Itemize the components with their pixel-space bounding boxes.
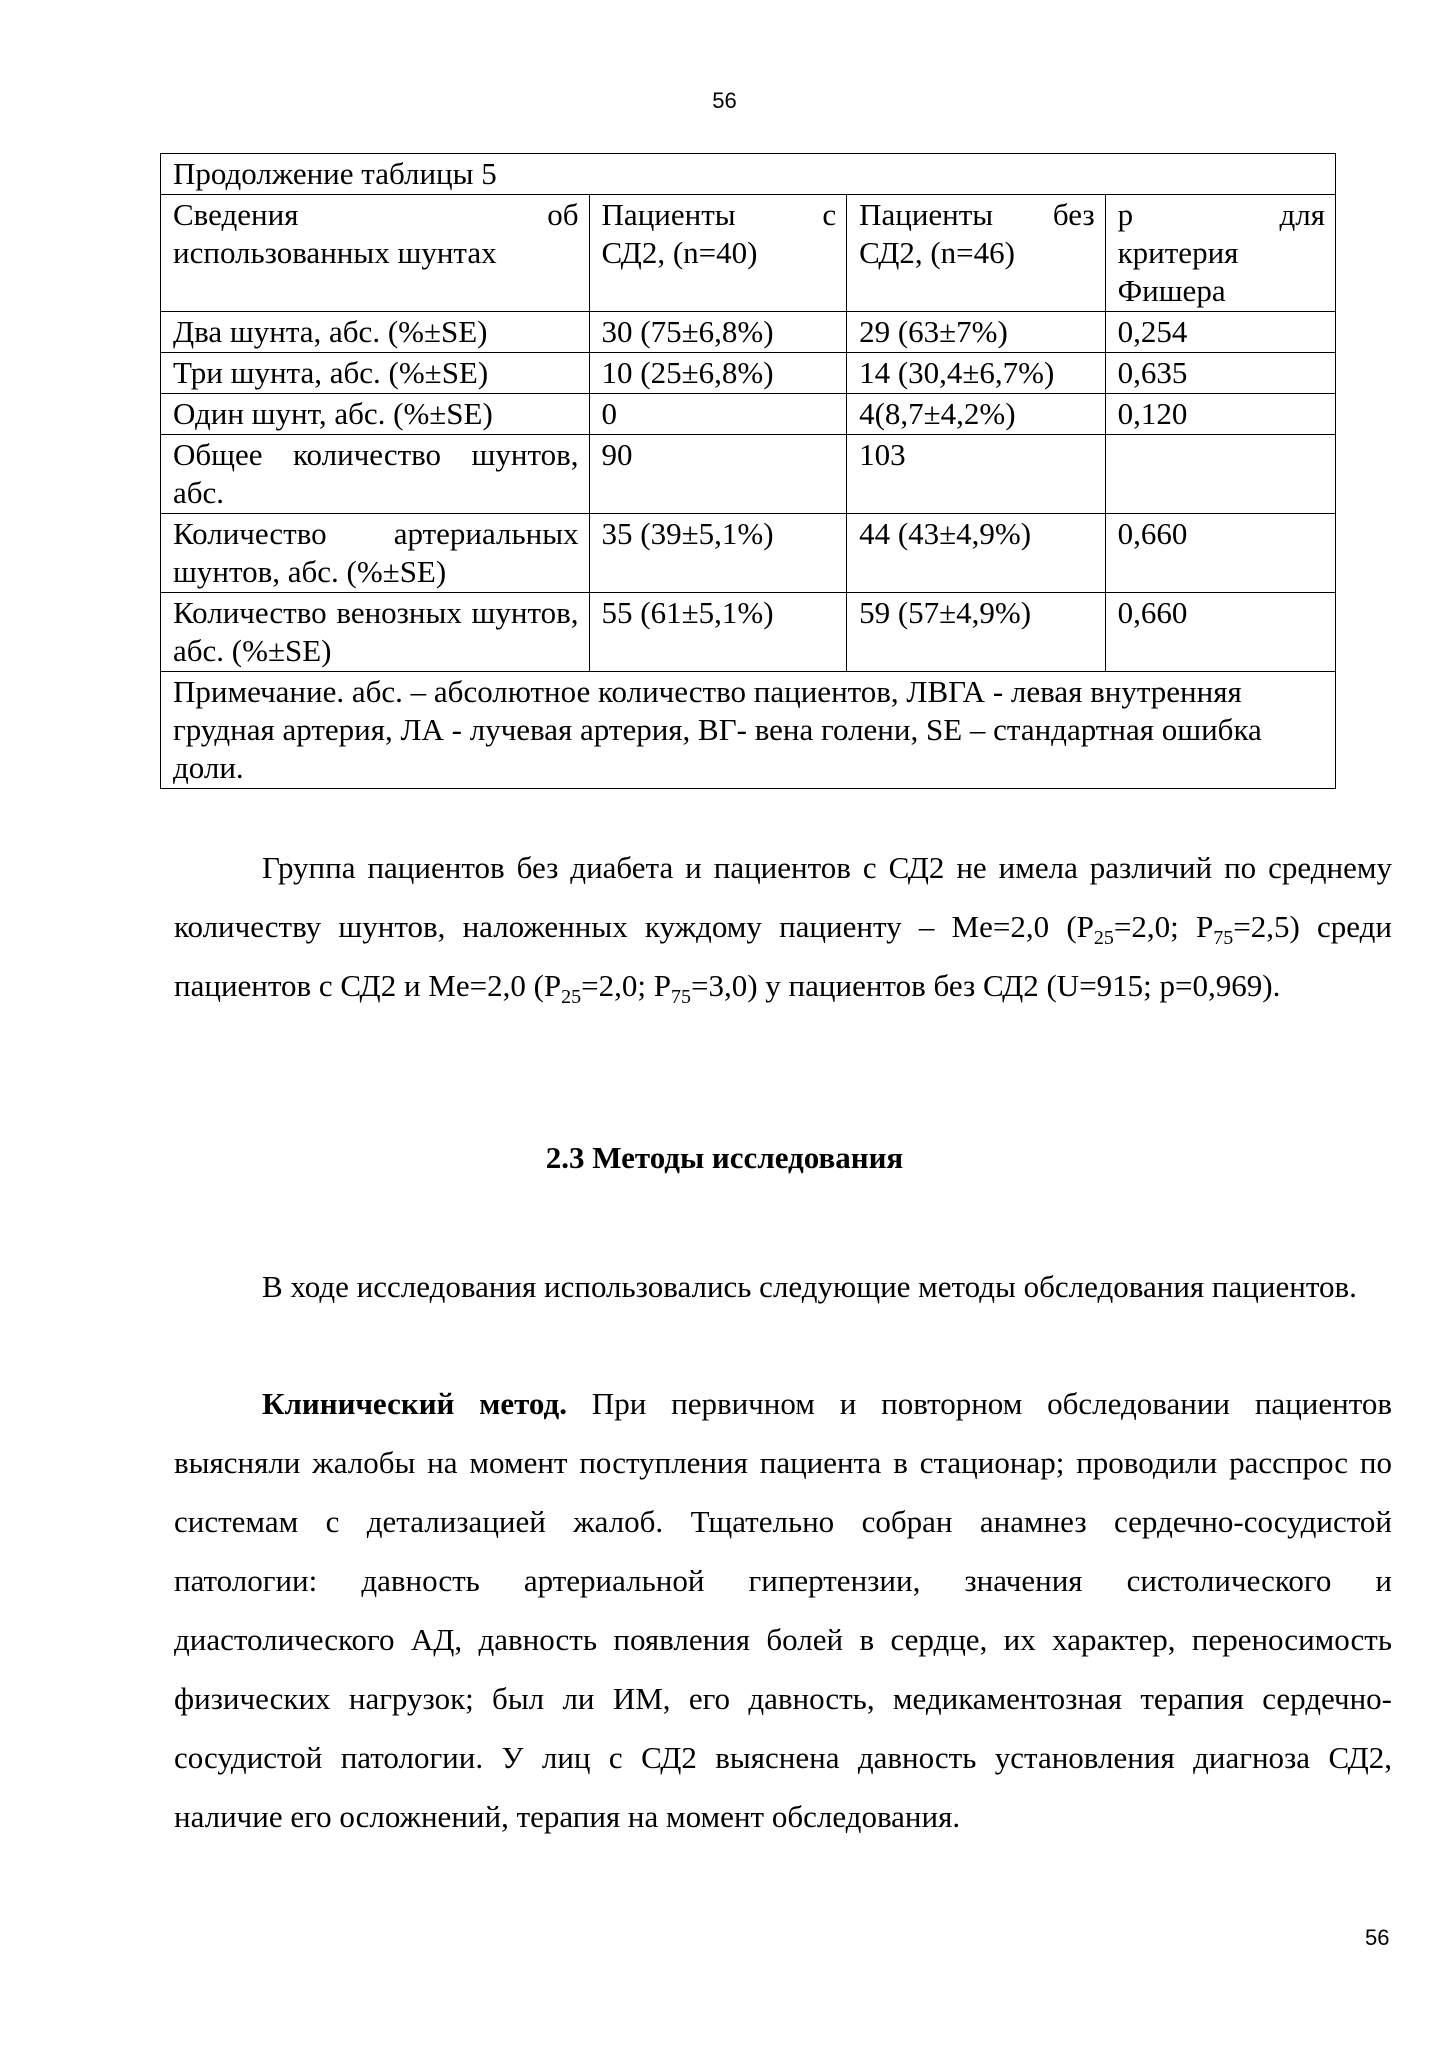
row-label: Общее количество шунтов, абс. bbox=[161, 435, 590, 514]
header-text: Фишера bbox=[1117, 273, 1226, 308]
table-header-row bbox=[161, 195, 1336, 312]
table-note: Примечание. абс. – абсолютное количество пациентов, ЛВГА - левая внутренняя грудная артерия, ЛА - лучевая артерия, ВГ- вена голени, SE – стандартная ошибка доли. bbox=[161, 672, 1336, 789]
row-label: Два шунта, абс. (%±SE) bbox=[161, 312, 590, 353]
header-text: Сведения bbox=[173, 197, 299, 232]
bold-lead: Клинический метод. bbox=[262, 1386, 567, 1421]
cell-p-value: 0,120 bbox=[1105, 394, 1335, 435]
cell-without-dm: 14 (30,4±6,7%) bbox=[847, 353, 1106, 394]
header-text: без bbox=[1052, 197, 1095, 232]
section-heading: 2.3 Методы исследования bbox=[545, 1140, 904, 1175]
cell-without-dm: 44 (43±4,9%) bbox=[847, 514, 1106, 593]
shunts-table bbox=[160, 153, 1336, 789]
table-continuation-caption: Продолжение таблицы 5 bbox=[161, 154, 1336, 195]
header-text: с bbox=[822, 197, 837, 232]
header-text: p bbox=[1117, 197, 1134, 232]
header-cell-without-dm bbox=[847, 195, 1106, 312]
cell-with-dm: 35 (39±5,1%) bbox=[589, 514, 847, 593]
cell-with-dm: 90 bbox=[589, 435, 847, 514]
paragraph-text: =3,0) у пациентов без СД2 (U=915; p=0,969). bbox=[691, 968, 1281, 1003]
header-text: Пациенты bbox=[859, 197, 994, 232]
row-label: Количество венозных шунтов, абс. (%±SE) bbox=[161, 593, 590, 672]
cell-with-dm: 30 (75±6,8%) bbox=[589, 312, 847, 353]
page-number-bottom: 56 bbox=[1365, 1925, 1390, 1950]
paragraph-text: При первичном и повторном обследовании пациентов выясняли жалобы на момент поступления пациента в стационар; проводили расспрос по системам с детализацией жалоб. Тщательно собран анамнез сердечно-сосудистой патологии: давность артериальной гипертензии, значения систолического и диастолического АД, давность появления болей в сердце, их характер, переносимость физических нагрузок; был ли ИМ, его давность, медикаментозная терапия сердечно-сосудистой патологии. У лиц с СД2 выяснена давность установления диагноза СД2, наличие его осложнений, терапия на момент обследования. bbox=[174, 1386, 1392, 1834]
cell-without-dm: 103 bbox=[847, 435, 1106, 514]
page-number-top: 56 bbox=[712, 88, 737, 113]
header-text: СД2, (n=40) bbox=[601, 235, 758, 270]
paragraph-shunt-median bbox=[174, 838, 1392, 1015]
row-label: Один шунт, абс. (%±SE) bbox=[161, 394, 590, 435]
header-text: об bbox=[547, 197, 579, 232]
cell-p-value: 0,660 bbox=[1105, 514, 1335, 593]
header-cell-p-fisher bbox=[1105, 195, 1335, 312]
cell-p-value: 0,254 bbox=[1105, 312, 1335, 353]
header-text: критерия bbox=[1117, 235, 1239, 270]
cell-without-dm: 59 (57±4,9%) bbox=[847, 593, 1106, 672]
table-caption-row bbox=[161, 154, 1336, 195]
subscript: 25 bbox=[561, 986, 582, 1009]
header-text: для bbox=[1279, 197, 1325, 232]
paragraph-text: Группа пациентов без диабета и пациентов с СД2 не имела различий по среднему количеству шунтов, наложенных куждому пациенту – Me=2,0 (P bbox=[174, 850, 1392, 944]
paragraph-text: =2,5) среди пациентов с СД2 и Me=2,0 (P bbox=[174, 909, 1393, 1003]
header-cell-with-dm bbox=[589, 195, 847, 312]
header-text: СД2, (n=46) bbox=[859, 235, 1015, 270]
cell-p-value: 0,635 bbox=[1105, 353, 1335, 394]
cell-without-dm: 4(8,7±4,2%) bbox=[847, 394, 1106, 435]
cell-without-dm: 29 (63±7%) bbox=[847, 312, 1106, 353]
paragraph-clinical-method bbox=[174, 1374, 1392, 1846]
subscript: 75 bbox=[671, 986, 691, 1009]
header-cell-shunts-info bbox=[161, 195, 590, 312]
header-text: Пациенты bbox=[601, 197, 736, 232]
table-row bbox=[161, 353, 1336, 394]
subscript: 25 bbox=[1093, 927, 1114, 950]
cell-with-dm: 10 (25±6,8%) bbox=[589, 353, 847, 394]
cell-p-value: 0,660 bbox=[1105, 593, 1335, 672]
table-row bbox=[161, 514, 1336, 593]
cell-with-dm: 55 (61±5,1%) bbox=[589, 593, 847, 672]
paragraph-text: =2,0; P bbox=[581, 968, 671, 1003]
subscript: 75 bbox=[1213, 927, 1234, 950]
paragraph-methods-intro: В ходе исследования использовались следующие методы обследования пациентов. bbox=[262, 1269, 1357, 1304]
row-label: Три шунта, абс. (%±SE) bbox=[161, 353, 590, 394]
table-row bbox=[161, 435, 1336, 514]
header-text: использованных шунтах bbox=[173, 235, 497, 270]
table-row bbox=[161, 593, 1336, 672]
cell-with-dm: 0 bbox=[589, 394, 847, 435]
cell-p-value bbox=[1105, 435, 1335, 514]
table-row bbox=[161, 394, 1336, 435]
table-note-row bbox=[161, 672, 1336, 789]
row-label: Количество артериальных шунтов, абс. (%±SE) bbox=[161, 514, 590, 593]
paragraph-text: =2,0; P bbox=[1113, 909, 1214, 944]
table-row bbox=[161, 312, 1336, 353]
